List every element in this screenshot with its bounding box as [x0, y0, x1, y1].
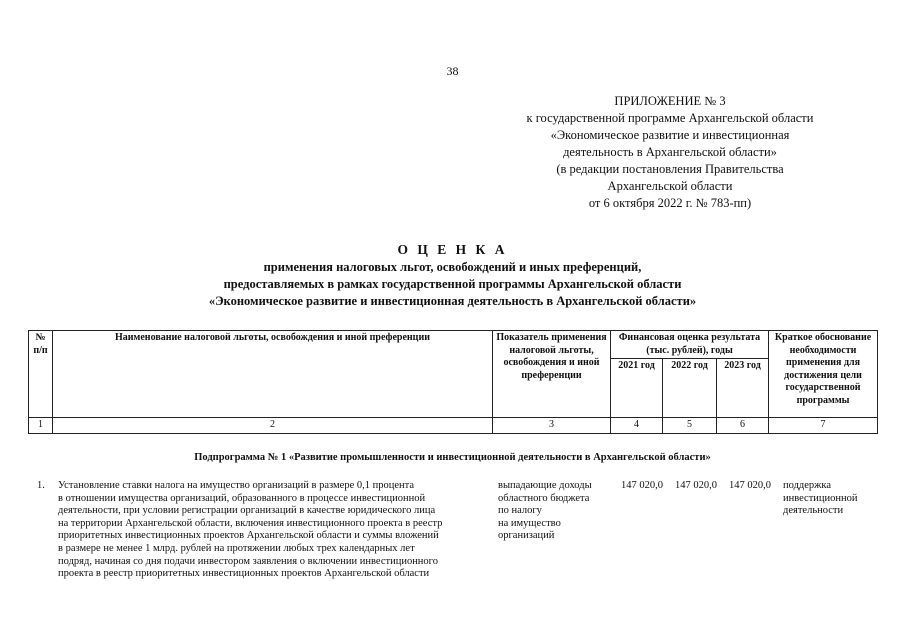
row-name-line: приоритетных инвестиционных проектов Архангельской области и суммы вложений [58, 530, 439, 542]
row-name-line: подряд, начиная со дня подачи инвестором заявления о включении инвестиционного [58, 555, 438, 567]
appendix-line: к государственной программе Архангельской области [526, 111, 814, 125]
subprogram-heading: Подпрограмма № 1 «Развитие промышленности и инвестиционной деятельности в Архангельской области» [194, 452, 711, 463]
row-name-line: проекта в реестр приоритетных инвестиционных проектов Архангельской области [58, 568, 430, 580]
document-title [0, 240, 905, 310]
header-financial: Финансовая оценка результата (тыс. рублей), годы [611, 331, 769, 359]
row-name-line: на территории Архангельской области, включения инвестиционного проекта в реестр [58, 517, 443, 529]
column-number: 6 [717, 418, 769, 434]
row-indicator-line: выпадающие доходы [498, 480, 592, 491]
header-justification: Краткое обоснование необходимости применения для достижения цели государственной программы [769, 331, 878, 418]
row-value-2022: 147 020,0 [675, 480, 717, 491]
row-name-line: Установление ставки налога на имущество организаций в размере 0,1 процента [58, 480, 415, 491]
column-number: 7 [769, 418, 878, 434]
row-name-line: деятельности, при условии регистрации организаций в качестве юридического лица [58, 505, 436, 517]
appendix-block [470, 93, 870, 212]
row-name [58, 480, 492, 581]
row-justification-line: поддержка [783, 480, 832, 491]
row-name-line: в размере не менее 1 млрд. рублей на протяжении любых трех календарных лет [58, 542, 415, 554]
row-indicator-line: по налогу [498, 505, 542, 517]
title-line: «Экономическое развитие и инвестиционная деятельность в Архангельской области» [208, 294, 697, 308]
page-number: 38 [446, 64, 459, 78]
row-justification [783, 480, 883, 518]
header-year: 2022 год [663, 359, 717, 418]
appendix-line: «Экономическое развитие и инвестиционная [550, 128, 790, 142]
column-number: 4 [611, 418, 663, 434]
header-num: № п/п [29, 331, 53, 418]
appendix-line: (в редакции постановления Правительства [556, 162, 784, 176]
column-number: 3 [493, 418, 611, 434]
title-line: применения налоговых льгот, освобождений и иных преференций, [263, 260, 642, 274]
column-number: 2 [53, 418, 493, 434]
table-header-wrap [28, 330, 877, 434]
row-justification-line: деятельности [783, 505, 844, 517]
header-year: 2023 год [717, 359, 769, 418]
row-indicator-line: на имуществo [498, 517, 561, 529]
row-justification-line: инвестиционной [783, 492, 858, 504]
appendix-line: деятельность в Архангельской области» [563, 145, 777, 159]
row-indicator [498, 480, 613, 543]
title-main: О Ц Е Н К А [397, 242, 508, 257]
row-value-2023: 147 020,0 [729, 480, 771, 491]
appendix-line: от 6 октября 2022 г. № 783-пп) [588, 196, 752, 210]
header-name: Наименование налоговой льготы, освобождения и иной преференции [53, 331, 493, 418]
row-name-line: в отношении имущества организаций, образованного в процессе инвестиционной [58, 492, 426, 504]
row-value-2021: 147 020,0 [621, 480, 663, 491]
title-line: предоставляемых в рамках государственной программы Архангельской области [223, 277, 682, 291]
appendix-line: Архангельской области [607, 179, 733, 193]
appendix-line: ПРИЛОЖЕНИЕ № 3 [614, 94, 726, 108]
column-number: 5 [663, 418, 717, 434]
header-indicator: Показатель применения налоговой льготы, освобождения и иной преференции [493, 331, 611, 418]
column-number: 1 [29, 418, 53, 434]
table-header [28, 330, 878, 434]
row-number: 1. [37, 480, 45, 491]
row-indicator-line: областного бюджета [498, 492, 590, 504]
row-indicator-line: организаций [498, 530, 555, 542]
header-year: 2021 год [611, 359, 663, 418]
